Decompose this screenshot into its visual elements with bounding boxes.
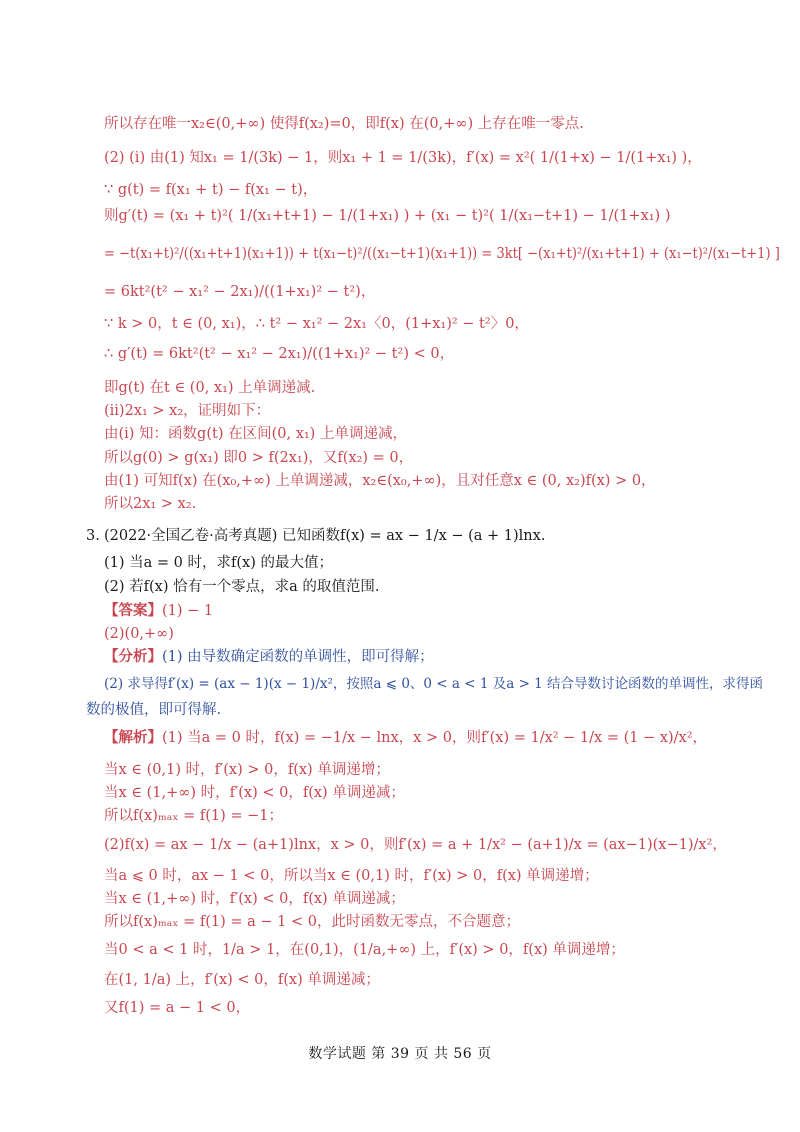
explanation-line: (2)f(x) = ax − 1/x − (a+1)lnx，x > 0，则f′(x) = a + 1/x² − (a+1)/x = (ax−1)(x−1)/x²，	[104, 837, 727, 853]
explanation-line: 当x ∈ (0,1) 时，f′(x) > 0，f(x) 单调递增；	[104, 762, 390, 778]
question-part-2: (2) 若f(x) 恰有一个零点，求a 的取值范围.	[104, 579, 380, 595]
solution-line: ∴ g′(t) = 6kt²(t² − x₁² − 2x₁)/((1+x₁)² − t²) < 0，	[104, 346, 455, 362]
solution-line: (2) (i) 由(1) 知x₁ = 1/(3k) − 1，则x₁ + 1 = 1/(3k)，f′(x) = x²( 1/(1+x) − 1/(1+x₁) )，	[104, 150, 702, 166]
explanation-line: (1) 当a = 0 时，f(x) = −1/x − lnx，x > 0，则f′(x) = 1/x² − 1/x = (1 − x)/x²，	[162, 730, 708, 746]
analysis-row-1	[104, 647, 434, 667]
solution-line: 由(i) 知：函数g(t) 在区间(0, x₁) 上单调递减，	[104, 426, 407, 442]
question-part-1: (1) 当a = 0 时，求f(x) 的最大值；	[104, 555, 333, 571]
solution-line: 所以g(0) > g(x₁) 即0 > f(2x₁)，又f(x₂) = 0，	[104, 450, 414, 466]
solution-line: 则g′(t) = (x₁ + t)²( 1/(x₁+t+1) − 1/(1+x₁) ) + (x₁ − t)²( 1/(x₁−t+1) − 1/(1+x₁) )	[104, 208, 671, 224]
explanation-label: 【解析】	[104, 729, 162, 746]
answer-2: (2)(0,+∞)	[104, 626, 174, 642]
question-stem: (2022·全国乙卷·高考真题) 已知函数f(x) = ax − 1/x − (a + 1)lnx.	[104, 528, 546, 544]
solution-line: ∵ g(t) = f(x₁ + t) − f(x₁ − t)，	[104, 182, 318, 198]
solution-line: = 6kt²(t² − x₁² − 2x₁)/((1+x₁)² − t²)，	[104, 284, 376, 300]
solution-line: 所以2x₁ > x₂.	[104, 496, 197, 512]
analysis-text-2: (2) 求导得f′(x) = (ax − 1)(x − 1)/x²，按照a ⩽ 0、0 < a < 1 及a > 1 结合导数讨论函数的单调性，求得函	[104, 676, 764, 692]
page-footer: 数学试题 第 39 页 共 56 页	[308, 1046, 492, 1062]
question-number: 3.	[86, 528, 100, 544]
solution-line: = −t(x₁+t)²/((x₁+t+1)(x₁+1)) + t(x₁−t)²/((x₁−t+1)(x₁+1)) = 3kt[ −(x₁+t)²/(x₁+t+1) + (x₁−t)²/(x₁−t+1) ]	[104, 246, 780, 262]
explanation-row-1	[104, 728, 707, 748]
explanation-line: 当a ⩽ 0 时，ax − 1 < 0，所以当x ∈ (0,1) 时，f′(x) > 0，f(x) 单调递增；	[104, 868, 599, 884]
solution-line: 即g(t) 在t ∈ (0, x₁) 上单调递减.	[104, 380, 316, 396]
solution-line: 所以存在唯一x₂∈(0,+∞) 使得f(x₂)=0，即f(x) 在(0,+∞) 上存在唯一零点.	[104, 116, 584, 132]
explanation-line: 当x ∈ (1,+∞) 时，f′(x) < 0，f(x) 单调递减；	[104, 891, 405, 907]
answer-label: 【答案】	[104, 602, 162, 619]
answer-1: (1) − 1	[162, 603, 214, 619]
solution-line: (ii)2x₁ > x₂，证明如下：	[104, 403, 271, 419]
explanation-line: 又f(1) = a − 1 < 0，	[104, 1000, 251, 1016]
explanation-line: 在(1, 1/a) 上，f′(x) < 0，f(x) 单调递减；	[104, 972, 380, 988]
explanation-line: 当0 < a < 1 时，1/a > 1，在(0,1)，(1/a,+∞) 上，f′(x) > 0，f(x) 单调递增；	[104, 942, 625, 958]
answer-row-1	[104, 601, 213, 621]
solution-line: ∵ k > 0，t ∈ (0, x₁)，∴ t² − x₁² − 2x₁〈0，(1+x₁)² − t²〉0，	[104, 316, 529, 332]
explanation-line: 所以f(x)ₘₐₓ = f(1) = a − 1 < 0，此时函数无零点，不合题意；	[104, 914, 520, 930]
analysis-text-3: 数的极值，即可得解.	[86, 702, 222, 718]
analysis-text-1: (1) 由导数确定函数的单调性，即可得解；	[162, 649, 434, 665]
explanation-line: 当x ∈ (1,+∞) 时，f′(x) < 0，f(x) 单调递减；	[104, 785, 405, 801]
solution-line: 由(1) 可知f(x) 在(x₀,+∞) 上单调递减，x₂∈(x₀,+∞)，且对任意x ∈ (0, x₂)f(x) > 0，	[104, 473, 656, 489]
explanation-line: 所以f(x)ₘₐₓ = f(1) = −1；	[104, 808, 284, 824]
analysis-label: 【分析】	[104, 648, 162, 665]
